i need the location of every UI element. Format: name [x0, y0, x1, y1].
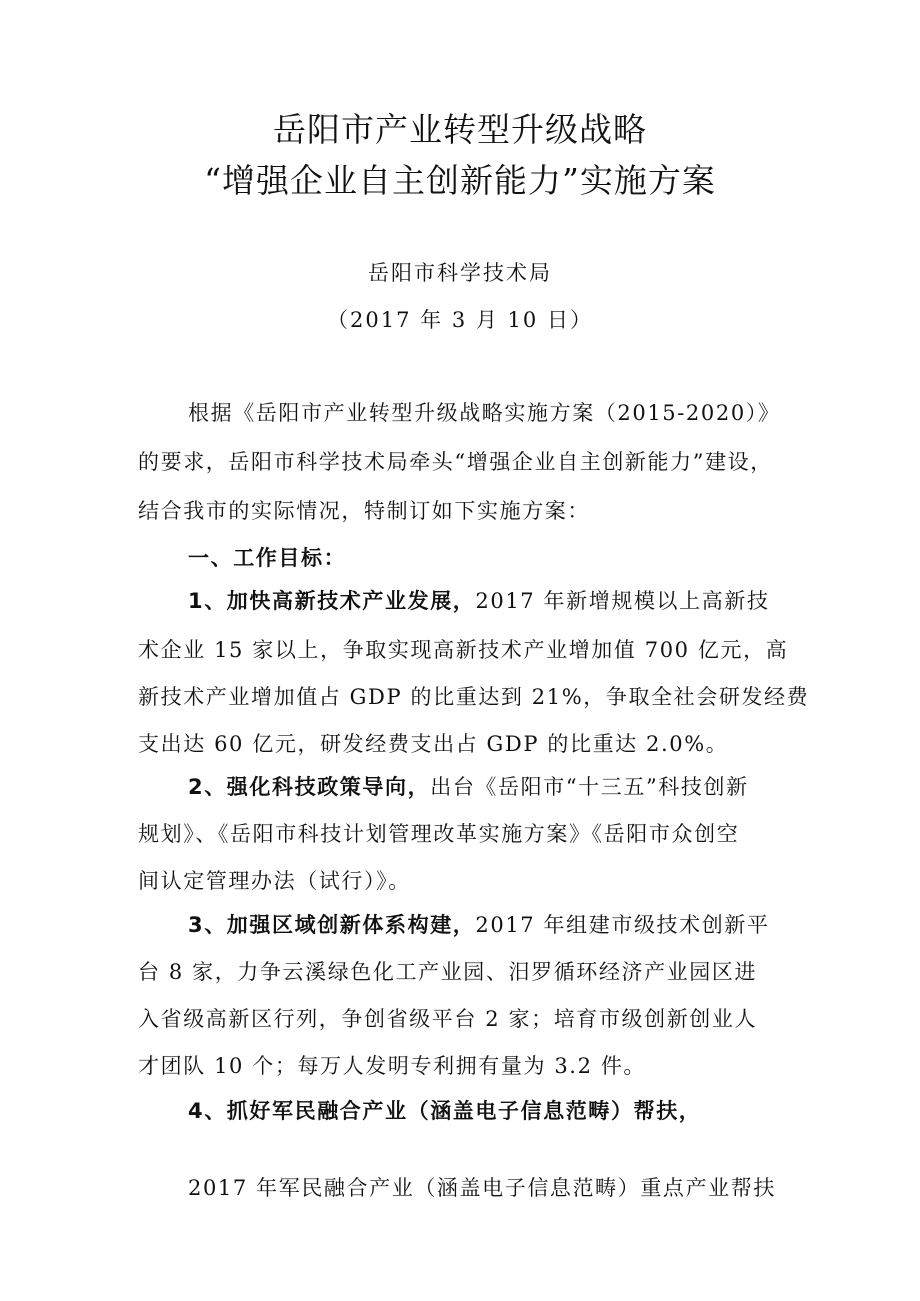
- item-4-heading: 4、抓好军民融合产业（涵盖电子信息范畴）帮扶，: [188, 1099, 702, 1123]
- item-1-line-2: 术企业 15 家以上，争取实现高新技术产业增加值 700 亿元，高: [138, 638, 789, 662]
- item-2-line-2: 规划》、《岳阳市科技计划管理改革实施方案》《岳阳市众创空: [138, 822, 740, 846]
- item-1-line-1-text: 2017 年新增规模以上高新技: [475, 589, 770, 613]
- title-line-1: 岳阳市产业转型升级战略: [273, 110, 647, 149]
- item-2-line-1: [188, 771, 749, 801]
- section-heading-goals: 一、工作目标：: [188, 546, 347, 570]
- issue-date: （2017 年 3 月 10 日）: [327, 308, 593, 332]
- item-3-heading: 3、加强区域创新体系构建，: [188, 913, 476, 937]
- issuer: 岳阳市科学技术局: [368, 261, 552, 285]
- intro-line-2: 的要求，岳阳市科学技术局牵头“增强企业自主创新能力”建设，: [138, 450, 773, 474]
- item-2-line-3: 间认定管理办法（试行）》。: [138, 869, 411, 893]
- item-3-line-3: 入省级高新区行列，争创省级平台 2 家；培育市级创新创业人: [138, 1007, 758, 1031]
- item-3-line-4: 才团队 10 个；每万人发明专利拥有量为 3.2 件。: [138, 1054, 647, 1078]
- item-1-line-1: [188, 585, 770, 615]
- intro-line-1: 根据《岳阳市产业转型升级战略实施方案（2015-2020）》: [188, 401, 781, 425]
- item-1-line-3: 新技术产业增加值占 GDP 的比重达到 21%，争取全社会研发经费: [138, 685, 810, 709]
- item-2-heading: 2、强化科技政策导向，: [188, 775, 431, 799]
- item-1-line-4: 支出达 60 亿元，研发经费支出占 GDP 的比重达 2.0%。: [138, 732, 729, 756]
- tail-line-1: 2017 年军民融合产业（涵盖电子信息范畴）重点产业帮扶: [188, 1176, 776, 1200]
- item-3-line-2: 台 8 家，力争云溪绿色化工产业园、汨罗循环经济产业园区进: [138, 960, 758, 984]
- title-line-2: “增强企业自主创新能力”实施方案: [204, 161, 716, 200]
- item-3-line-1: [188, 909, 770, 939]
- intro-line-3: 结合我市的实际情况，特制订如下实施方案：: [138, 499, 590, 523]
- item-1-heading: 1、加快高新技术产业发展，: [188, 589, 476, 613]
- item-3-line-1-text: 2017 年组建市级技术创新平: [475, 913, 770, 937]
- item-2-line-1-text: 出台《岳阳市“十三五”科技创新: [430, 775, 749, 799]
